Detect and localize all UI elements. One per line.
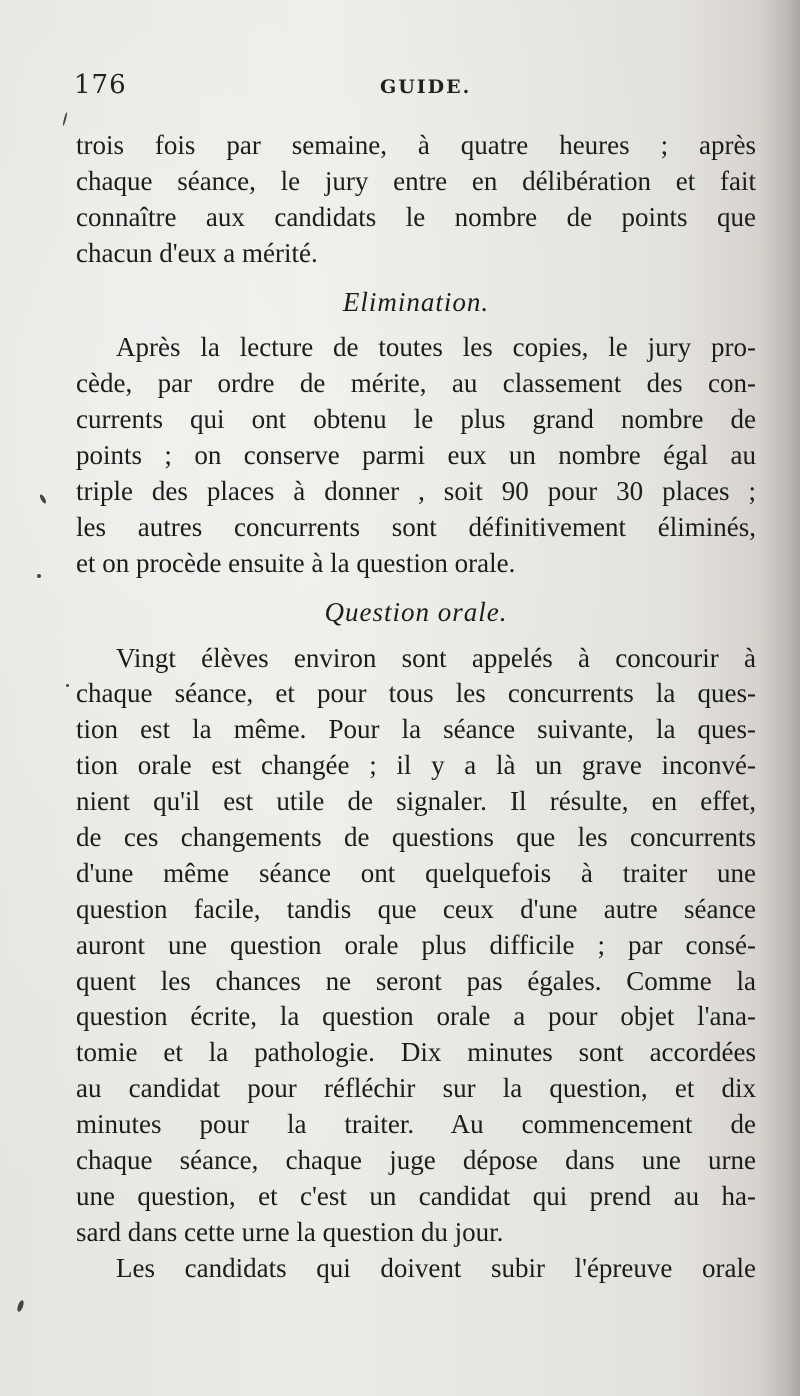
paragraph [76, 1251, 756, 1287]
text-line: Vingt élèves environ sont appelés à concourir à [116, 642, 756, 673]
paragraph [76, 641, 756, 1251]
text-line: question facile, tandis que ceux d'une autre séance [76, 893, 756, 924]
section-heading-elimination: Elimination. [342, 286, 490, 317]
running-title: GUIDE. [380, 76, 472, 98]
text-line: auront une question orale plus difficile ; par consé- [76, 929, 756, 960]
text-line: minutes pour la traiter. Au commencement de [76, 1109, 756, 1140]
text-line: Après la lecture de toutes les copies, le jury pro- [116, 332, 756, 363]
text-line: tomie et la pathologie. Dix minutes sont accordées [76, 1037, 756, 1068]
page-header [70, 70, 740, 110]
text-line: nient qu'il est utile de signaler. Il résulte, en effet, [76, 786, 756, 817]
text-line: question écrite, la question orale a pour objet l'ana- [76, 1001, 756, 1032]
text-line: les autres concurrents sont définitivement éliminés, [76, 511, 756, 542]
text-line: trois fois par semaine, à quatre heures ; après [76, 130, 756, 160]
text-line: de ces changements de questions que les concurrents [76, 822, 756, 853]
paragraph [76, 128, 756, 272]
text-line: sard dans cette urne la question du jour. [76, 1216, 504, 1247]
text-line: currents qui ont obtenu le plus grand nombre de [76, 404, 756, 435]
text-line: chaque séance, chaque juge dépose dans une urne [76, 1145, 756, 1176]
paragraph [76, 330, 756, 581]
paper-speck [62, 112, 68, 126]
text-line: chaque séance, et pour tous les concurrents la ques- [76, 678, 756, 709]
text-line: tion est la même. Pour la séance suivante, la ques- [76, 714, 756, 745]
text-line: Les candidats qui doivent subir l'épreuve orale [116, 1252, 756, 1283]
paper-speck [37, 574, 41, 578]
text-line: tion orale est changée ; il y a là un grave inconvé- [76, 750, 756, 781]
text-line: et on procède ensuite à la question orale. [76, 547, 516, 578]
text-line: chaque séance, le jury entre en délibération et fait [76, 165, 756, 196]
page-gutter-shadow [760, 0, 800, 1396]
paper-speck [16, 1300, 25, 1313]
text-line: d'une même séance ont quelquefois à traiter une [76, 857, 756, 888]
text-line: cède, par ordre de mérite, au classement des con- [76, 368, 756, 399]
text-line: au candidat pour réfléchir sur la question, et dix [76, 1073, 756, 1104]
section-heading-question-orale: Question orale. [324, 596, 508, 627]
page-number: 176 [74, 70, 127, 100]
text-line: chacun d'eux a mérité. [76, 237, 318, 268]
text-line: points ; on conserve parmi eux un nombre égal au [76, 440, 756, 471]
body-text [76, 128, 756, 1287]
text-line: quent les chances ne seront pas égales. Comme la [76, 965, 756, 996]
text-line: connaître aux candidats le nombre de points que [76, 201, 756, 232]
paper-speck [66, 684, 69, 687]
paper-speck [39, 494, 47, 505]
text-line: triple des places à donner , soit 90 pour 30 places ; [76, 476, 756, 507]
text-line: une question, et c'est un candidat qui prend au ha- [76, 1180, 756, 1211]
